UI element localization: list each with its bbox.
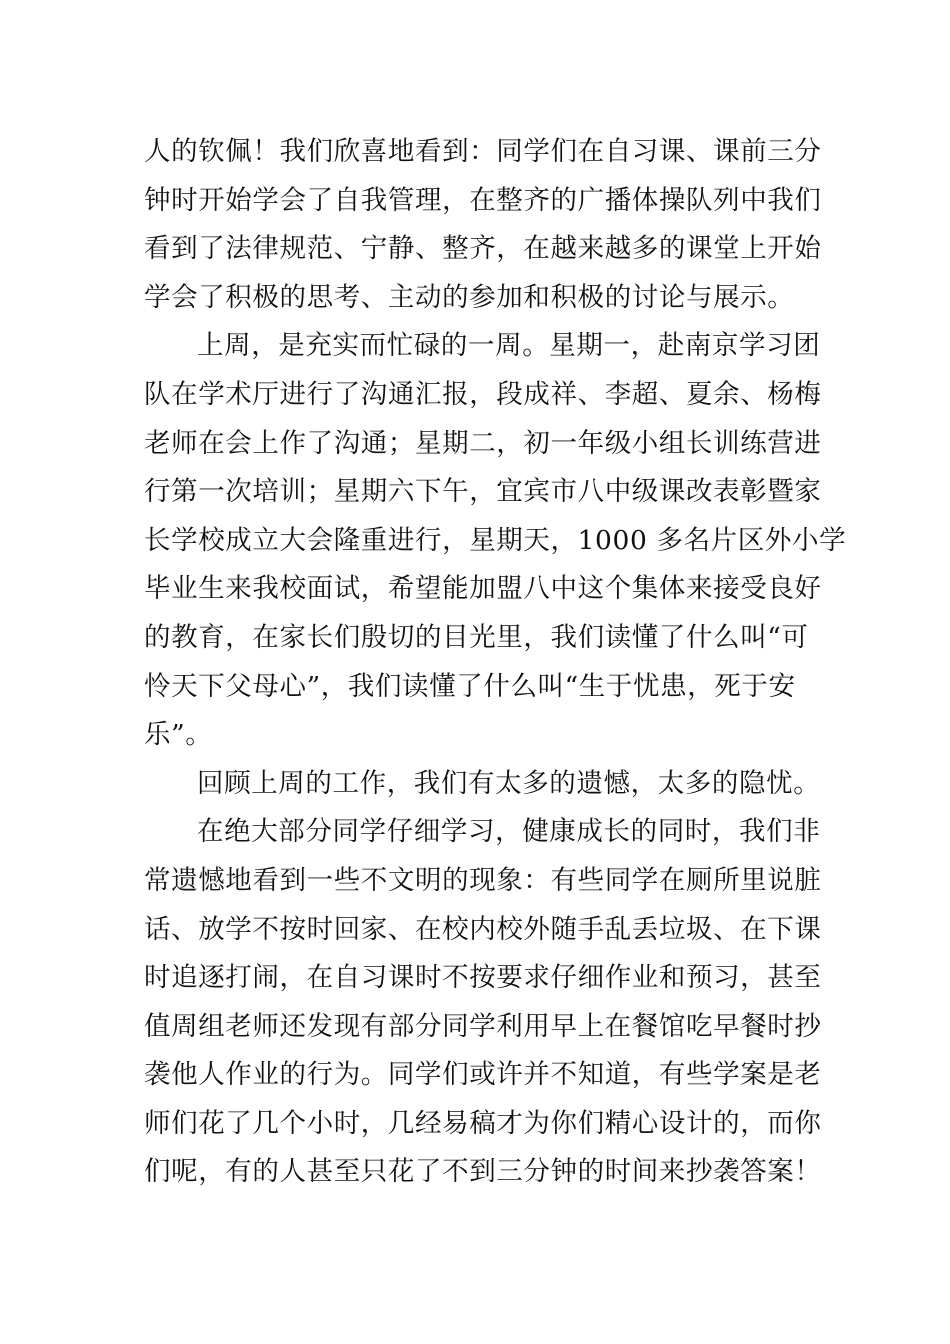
paragraph-1 xyxy=(144,128,822,322)
text-line: 看到了法律规范、宁静、整齐，在越来越多的课堂上开始 xyxy=(144,233,822,265)
text-line: 们呢，有的人甚至只花了不到三分钟的时间来抄袭答案！ xyxy=(144,1156,822,1188)
text-line: 怜天下父母心”，我们读懂了什么叫“生于忧患，死于安 xyxy=(144,670,796,702)
text-line: 人的钦佩！我们欣喜地看到：同学们在自习课、课前三分 xyxy=(144,136,822,167)
paragraph-4 xyxy=(144,808,822,1197)
text-line: 乐”。 xyxy=(144,719,213,751)
text-line: 学会了积极的思考、主动的参加和积极的讨论与展示。 xyxy=(144,281,795,313)
text-line: 的教育，在家长们殷切的目光里，我们读懂了什么叫“可 xyxy=(144,621,809,653)
text-line: 话、放学不按时回家、在校内校外随手乱丢垃圾、在下课 xyxy=(144,913,822,945)
text-line: 长学校成立大会隆重进行，星期天，1000 多名片区外小学 xyxy=(144,524,847,556)
text-line: 毕业生来我校面试，希望能加盟八中这个集体来接受良好 xyxy=(144,573,822,605)
text-line: 队在学术厅进行了沟通汇报，段成祥、李超、夏余、杨梅 xyxy=(144,378,822,410)
text-line: 上周，是充实而忙碌的一周。星期一，赴南京学习团 xyxy=(197,330,821,362)
text-line: 回顾上周的工作，我们有太多的遗憾，太多的隐忧。 xyxy=(197,767,821,799)
text-line: 值周组老师还发现有部分同学利用早上在餐馆吃早餐时抄 xyxy=(144,1010,822,1042)
paragraph-2 xyxy=(144,322,847,759)
text-line: 在绝大部分同学仔细学习，健康成长的同时，我们非 xyxy=(197,816,821,848)
text-line: 行第一次培训；星期六下午，宜宾市八中级课改表彰暨家 xyxy=(144,476,822,508)
text-line: 钟时开始学会了自我管理，在整齐的广播体操队列中我们 xyxy=(144,184,822,216)
document-body xyxy=(144,128,847,1197)
text-line: 袭他人作业的行为。同学们或许并不知道，有些学案是老 xyxy=(144,1059,822,1091)
text-line: 常遗憾地看到一些不文明的现象：有些同学在厕所里说脏 xyxy=(144,864,822,896)
paragraph-3 xyxy=(144,760,821,809)
text-line: 师们花了几个小时，几经易稿才为你们精心设计的，而你 xyxy=(144,1107,822,1139)
text-line: 老师在会上作了沟通；星期二，初一年级小组长训练营进 xyxy=(144,427,822,459)
text-line: 时追逐打闹，在自习课时不按要求仔细作业和预习，甚至 xyxy=(144,962,822,994)
